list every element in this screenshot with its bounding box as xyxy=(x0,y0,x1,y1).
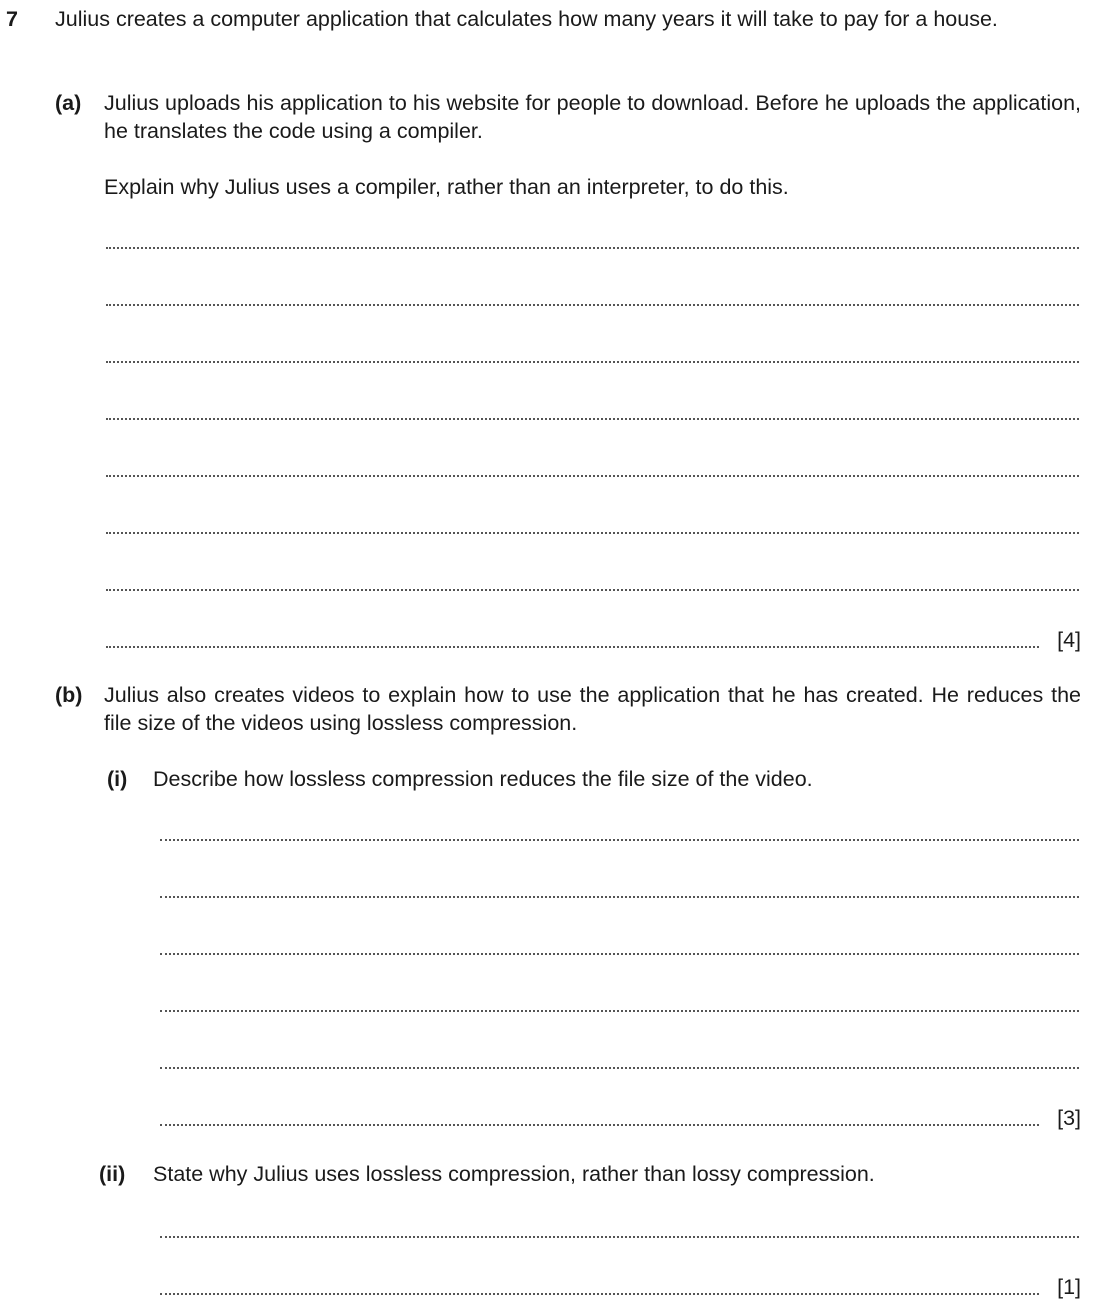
answer-line-b-i-4[interactable] xyxy=(160,1010,1079,1012)
part-b-ii-marks: [1] xyxy=(1057,1275,1081,1299)
answer-line-b-i-5[interactable] xyxy=(160,1067,1079,1069)
answer-line-a-3[interactable] xyxy=(106,361,1079,363)
answer-line-b-i-2[interactable] xyxy=(160,896,1079,898)
part-b-intro: Julius also creates videos to explain how to use the application that he has created. He reduces the file size of the videos using lossless compression. xyxy=(104,683,1081,735)
answer-line-b-ii-1[interactable] xyxy=(160,1236,1079,1238)
part-b-ii-prompt: State why Julius uses lossless compression, rather than lossy compression. xyxy=(153,1162,875,1186)
part-a-prompt: Explain why Julius uses a compiler, rather than an interpreter, to do this. xyxy=(104,175,789,199)
part-b-i-marks: [3] xyxy=(1057,1106,1081,1130)
answer-line-a-7[interactable] xyxy=(106,589,1079,591)
answer-line-a-2[interactable] xyxy=(106,304,1079,306)
answer-line-a-5[interactable] xyxy=(106,475,1079,477)
answer-line-b-i-3[interactable] xyxy=(160,953,1079,955)
answer-line-a-6[interactable] xyxy=(106,532,1079,534)
part-b-label: (b) xyxy=(55,683,83,707)
question-stem: Julius creates a computer application that calculates how many years it will take to pay for a house. xyxy=(55,7,998,31)
answer-line-b-i-1[interactable] xyxy=(160,839,1079,841)
part-a-label: (a) xyxy=(55,91,82,115)
part-a-marks: [4] xyxy=(1057,628,1081,652)
answer-line-a-1[interactable] xyxy=(106,247,1079,249)
part-b-ii-label: (ii) xyxy=(99,1162,126,1186)
part-b-i-prompt: Describe how lossless compression reduces the file size of the video. xyxy=(153,767,813,791)
part-b-i-label: (i) xyxy=(107,767,128,791)
answer-line-a-8[interactable] xyxy=(106,646,1039,648)
answer-line-b-ii-2[interactable] xyxy=(160,1293,1039,1295)
question-number: 7 xyxy=(6,7,18,31)
answer-line-a-4[interactable] xyxy=(106,418,1079,420)
answer-line-b-i-6[interactable] xyxy=(160,1124,1039,1126)
part-a-intro: Julius uploads his application to his website for people to download. Before he uploads the application, he translates the code using a compiler. xyxy=(104,91,1081,143)
